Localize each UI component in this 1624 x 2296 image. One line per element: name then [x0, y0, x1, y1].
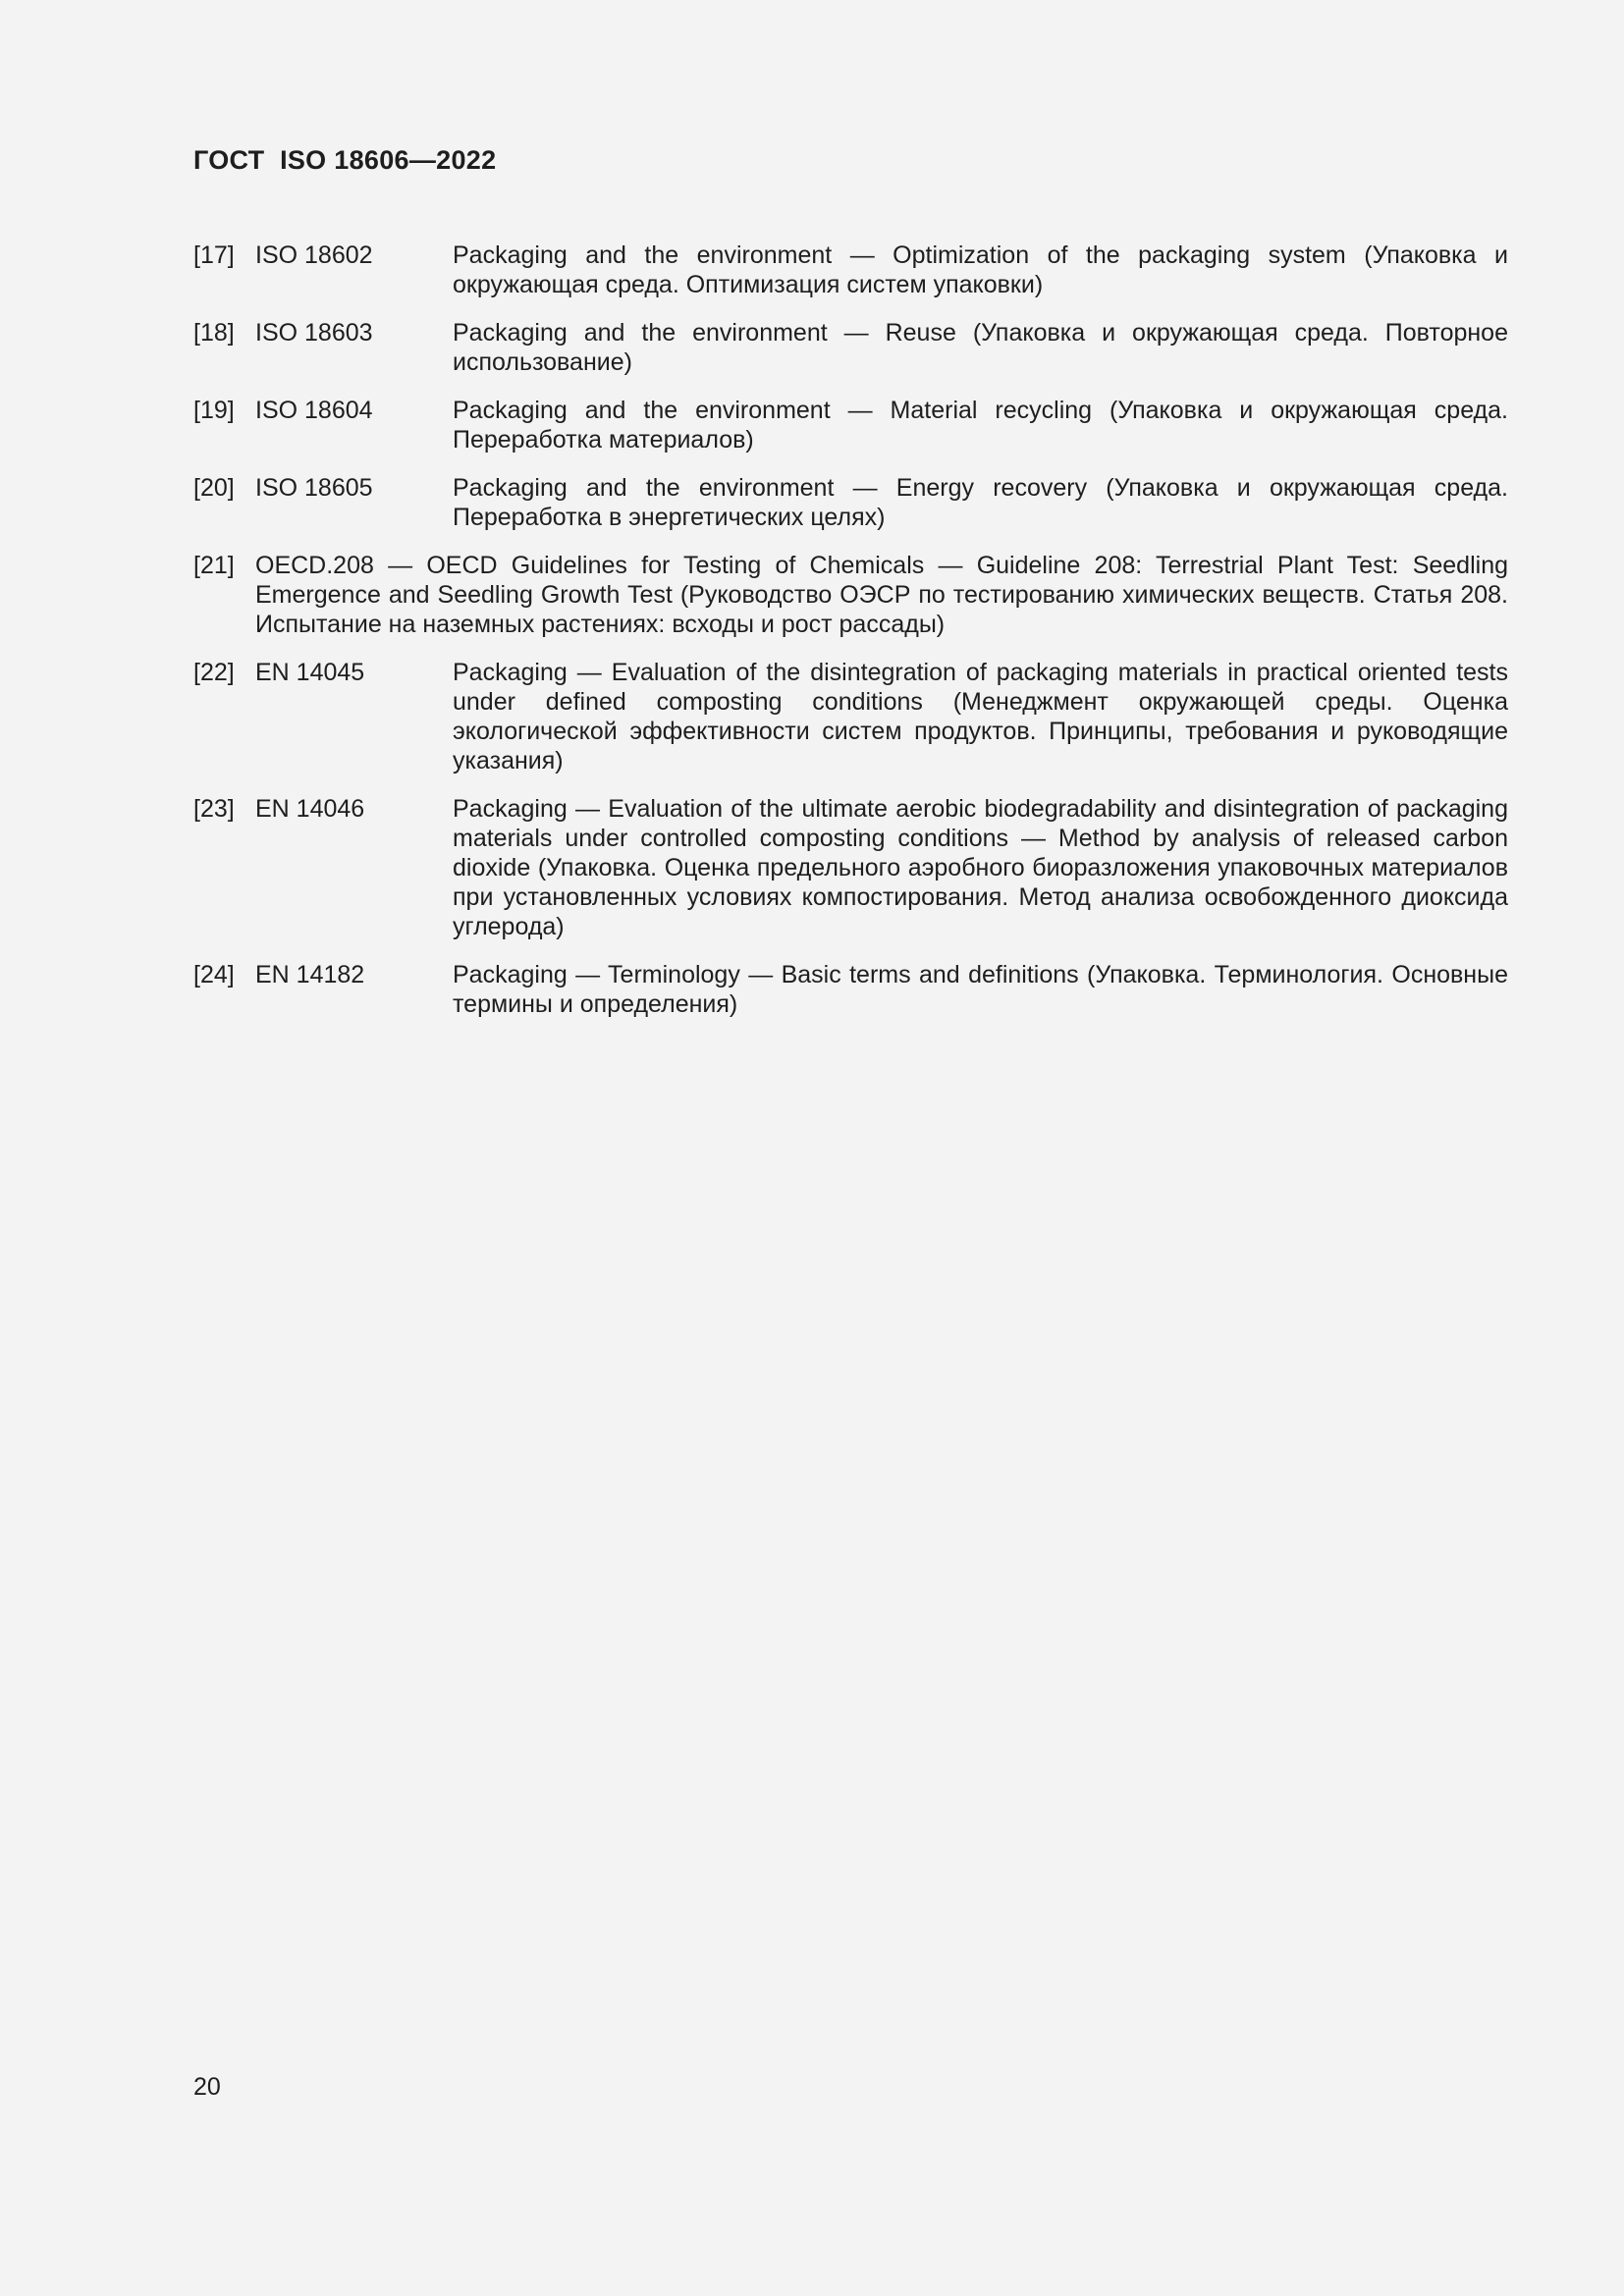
reference-number: [17]	[193, 241, 235, 269]
reference-item	[193, 396, 1508, 454]
reference-text: Packaging — Evaluation of the ultimate aerobic biodegradability and disintegration of packaging materials under controlled composting conditions — Method by analysis of released carbon dioxide (Упаковка. Оценка предельного аэробного биоразложения упаковочных материалов при установленных условиях компостирования. Метод анализа освобожденного диоксида углерода)	[453, 795, 1508, 940]
reference-number: [24]	[193, 961, 235, 988]
reference-item	[193, 960, 1508, 1019]
reference-code: ISO 18604	[255, 397, 373, 424]
reference-text: Packaging and the environment — Material recycling (Упаковка и окружающая среда. Переработка материалов)	[453, 397, 1508, 454]
reference-number: [22]	[193, 659, 235, 686]
document-header: ГОСТ ISO 18606—2022	[193, 145, 497, 175]
reference-text: Packaging — Evaluation of the disintegration of packaging materials in practical oriented tests under defined composting conditions (Менеджмент окружающей среды. Оценка экологической эффективности систем продуктов. Принципы, требования и руководящие указания)	[453, 659, 1508, 774]
page-number: 20	[193, 2073, 221, 2101]
reference-code: EN 14182	[255, 961, 365, 988]
reference-code: ISO 18602	[255, 241, 373, 269]
reference-number: [21]	[193, 552, 235, 579]
reference-text: Packaging — Terminology — Basic terms and definitions (Упаковка. Терминология. Основные термины и определения)	[453, 961, 1508, 1018]
reference-text: Packaging and the environment — Energy recovery (Упаковка и окружающая среда. Переработка в энергетических целях)	[453, 474, 1508, 531]
reference-code: ISO 18603	[255, 319, 373, 347]
reference-number: [19]	[193, 397, 235, 424]
reference-text: OECD.208 — OECD Guidelines for Testing of Chemicals — Guideline 208: Terrestrial Plant Test: Seedling Emergence and Seedling Growth Test (Руководство ОЭСР по тестированию химических веществ. Статья 208. Испытание на наземных растениях: всходы и рост рассады)	[255, 552, 1508, 638]
reference-number: [20]	[193, 474, 235, 502]
reference-item	[193, 551, 1508, 639]
reference-code: ISO 18605	[255, 474, 373, 502]
reference-item	[193, 658, 1508, 775]
reference-number: [23]	[193, 795, 235, 823]
reference-code: EN 14045	[255, 659, 365, 686]
reference-code: EN 14046	[255, 795, 365, 823]
reference-number: [18]	[193, 319, 235, 347]
reference-text: Packaging and the environment — Optimization of the packaging system (Упаковка и окружающая среда. Оптимизация систем упаковки)	[453, 241, 1508, 298]
reference-item	[193, 318, 1508, 377]
reference-item	[193, 240, 1508, 299]
reference-item	[193, 794, 1508, 941]
reference-text: Packaging and the environment — Reuse (Упаковка и окружающая среда. Повторное использование)	[453, 319, 1508, 376]
reference-item	[193, 473, 1508, 532]
bibliography-list	[193, 240, 1508, 1038]
